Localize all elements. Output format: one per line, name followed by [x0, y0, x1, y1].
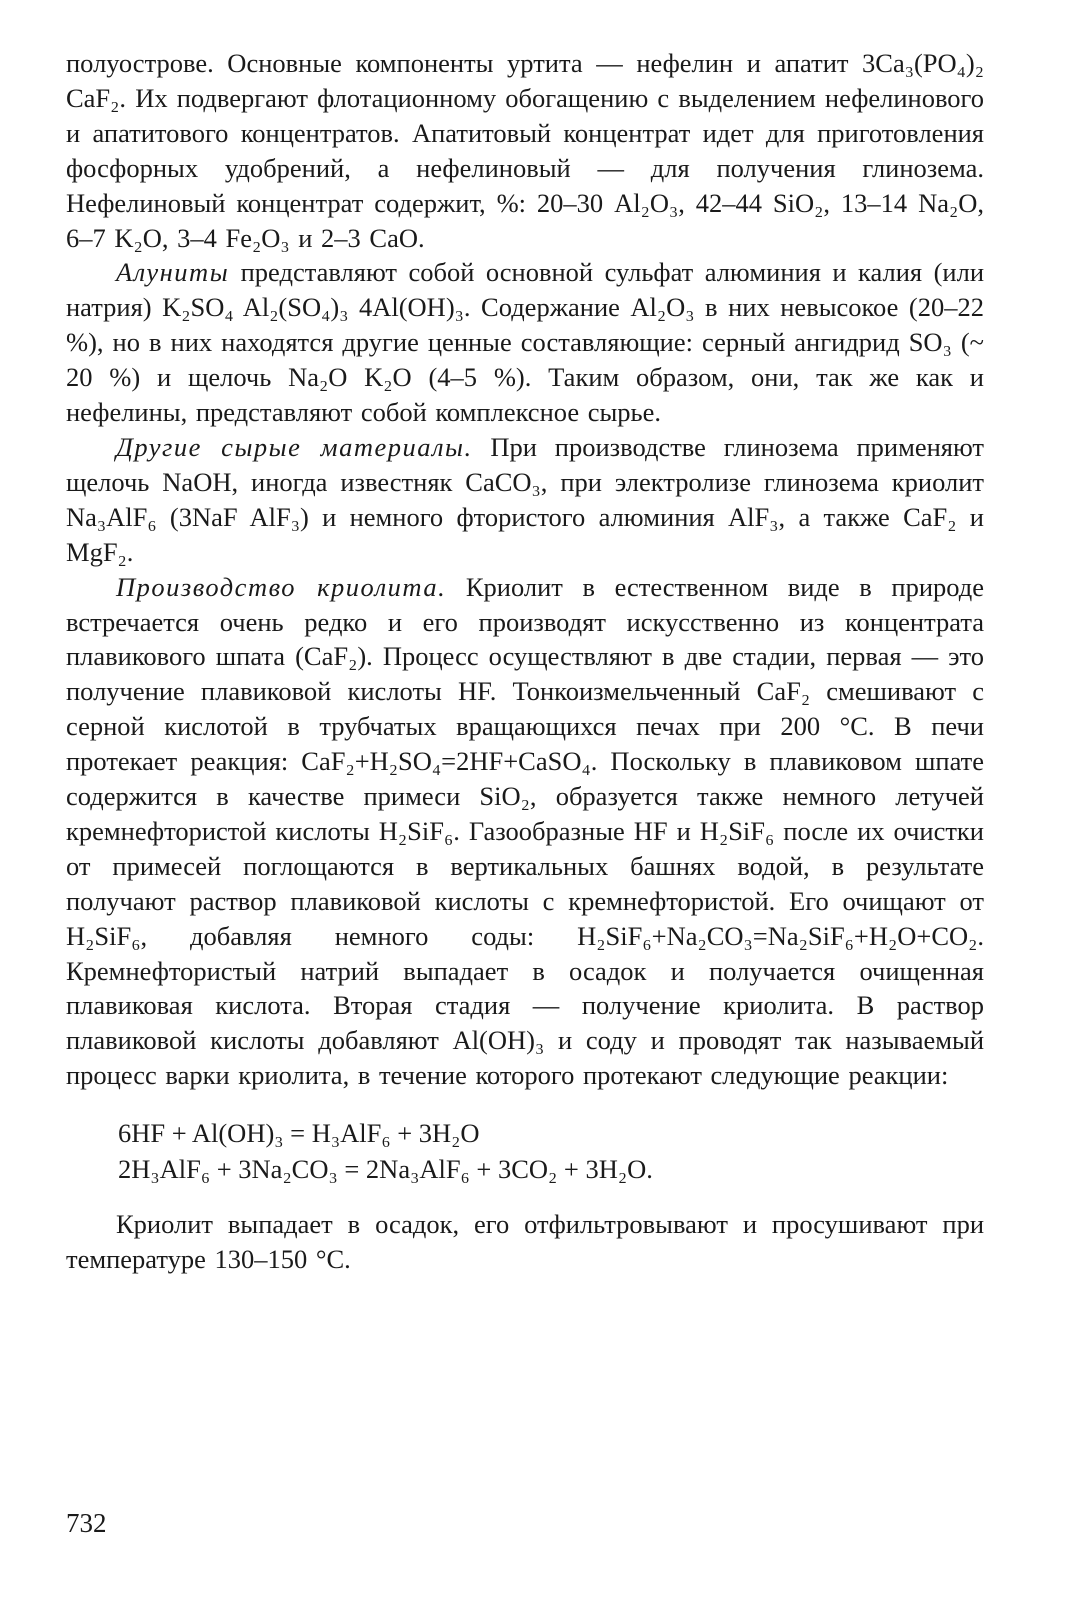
paragraph-3 [66, 430, 984, 570]
paragraph-heading: Другие сырые материалы. [116, 431, 473, 462]
equation-2: 2H₃AlF₆ + 3Na₂CO₃ = 2Na₃AlF₆ + 3CO₂ + 3H₂O. [118, 1154, 653, 1185]
page-number: 732 [66, 1508, 107, 1538]
paragraph-text: представляют собой основной сульфат алюминия и калия (или натрия) K₂SO₄ Al₂(SO₄)₃ 4Al(OH)₃. Содержание Al₂O₃ в них невысокое (20–22 %), но в них находятся другие ценные составляющие: серный ангидрид SO₃ (~ 20 %) и щелочь Na₂O K₂O (4–5 %). Таким образом, они, так же как и нефелины, представляют собой комплексное сырье. [66, 257, 984, 428]
paragraph-text: При производстве глинозема применяют щелочь NaOH, иногда известняк CaCO₃, при электролизе глинозема криолит Na₃AlF₆ (3NaF AlF₃) и немного фтористого алюминия AlF₃, а также CaF₂ и MgF₂. [66, 431, 984, 567]
paragraph-text: полуострове. Основные компоненты уртита — нефелин и апатит 3Ca₃(PO₄)₂ CaF₂. Их подвергают флотационному обогащению с выделением нефелинового и апатитового концентратов. Апатитовый концентрат идет для приготовления фосфорных удобрений, а нефелиновый — для получения глинозема. Нефелиновый концентрат содержит, %: 20–30 Al₂O₃, 42–44 SiO₂, 13–14 Na₂O, 6–7 K₂O, 3–4 Fe₂O₃ и 2–3 CaO. [66, 48, 984, 253]
paragraph-heading: Алуниты [116, 257, 230, 288]
paragraph-heading: Производство криолита. [116, 571, 447, 602]
equations-block [118, 1115, 984, 1187]
paragraph-4 [66, 570, 984, 1094]
paragraphs [66, 46, 984, 1093]
closing-paragraph: Криолит выпадает в осадок, его отфильтровывают и просушивают при температуре 130–150 °C. [66, 1209, 984, 1275]
page-body [66, 46, 984, 1277]
paragraph-2 [66, 255, 984, 430]
equation-1: 6HF + Al(OH)₃ = H₃AlF₆ + 3H₂O [118, 1118, 480, 1149]
paragraph-text: Криолит в естественном виде в природе встречается очень редко и его производят искусственно из концентрата плавикового шпата (CaF₂). Процесс осуществляют в две стадии, первая — это получение плавиковой кислоты HF. Тонкоизмельченный CaF₂ смешивают с серной кислотой в трубчатых вращающихся печах при 200 °C. В печи протекает реакция: CaF₂+H₂SO₄=2HF+CaSO₄. Поскольку в плавиковом шпате содержится в качестве примеси SiO₂, образуется также немного летучей кремнефтористой кислоты H₂SiF₆. Газообразные HF и H₂SiF₆ после их очистки от примесей поглощаются в вертикальных башнях водой, в результате получают раствор плавиковой кислоты с кремнефтористой. Его очищают от H₂SiF₆, добавляя немного соды: H₂SiF₆+Na₂CO₃=Na₂SiF₆+H₂O+CO₂. Кремнефтористый натрий выпадает в осадок и получается очищенная плавиковая кислота. Вторая стадия — получение криолита. В раствор плавиковой кислоты добавляют Al(OH)₃ и соду и проводят так называемый процесс варки криолита, в течение которого протекают следующие реакции: [66, 571, 984, 1091]
paragraph-1 [66, 46, 984, 255]
